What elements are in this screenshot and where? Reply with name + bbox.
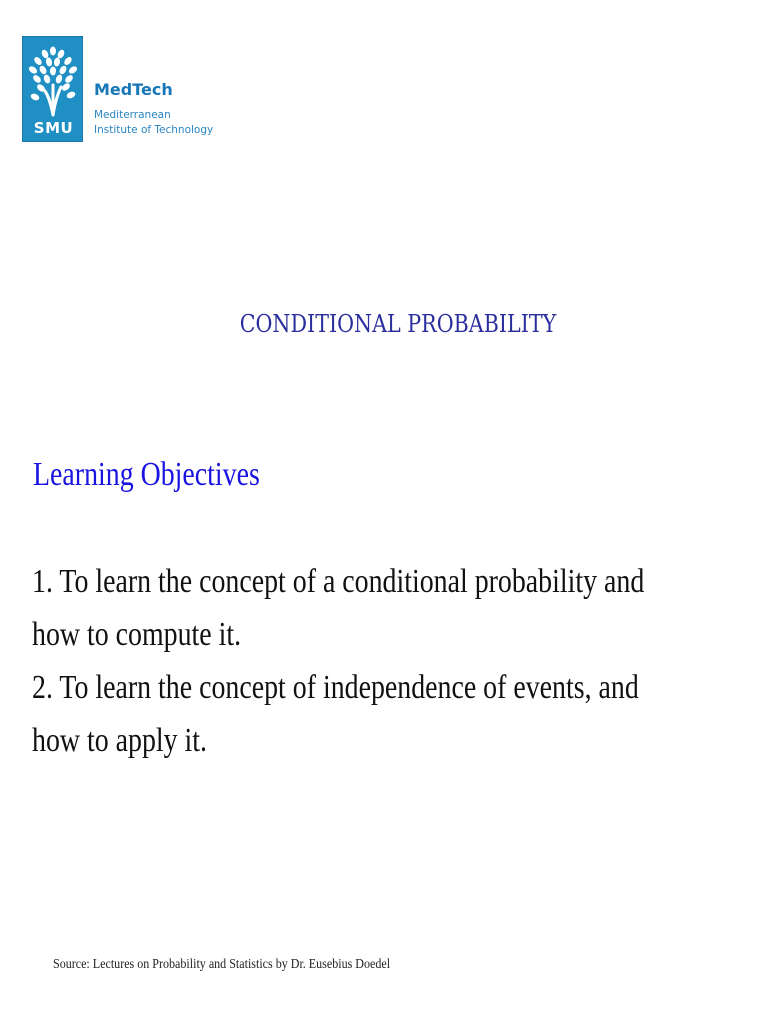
logo-name: MedTech (94, 80, 173, 99)
objective-item: 2. To learn the concept of independence of events, and how to apply it. (32, 669, 639, 759)
tree-icon (23, 37, 84, 121)
objective-item: 1. To learn the concept of a conditional probability and how to compute it. (32, 563, 645, 653)
logo-badge (22, 36, 83, 142)
section-heading: Learning Objectives (33, 456, 260, 493)
objectives-list (32, 555, 655, 767)
logo-subtitle-line2: Institute of Technology (94, 124, 214, 136)
source-citation: Source: Lectures on Probability and Statistics by Dr. Eusebius Doedel (53, 957, 391, 972)
slide-title: CONDITIONAL PROBABILITY (239, 310, 557, 338)
institution-logo (22, 36, 222, 146)
logo-subtitle-line1: Mediterranean (94, 109, 171, 121)
logo-badge-text: SMU (33, 119, 74, 137)
